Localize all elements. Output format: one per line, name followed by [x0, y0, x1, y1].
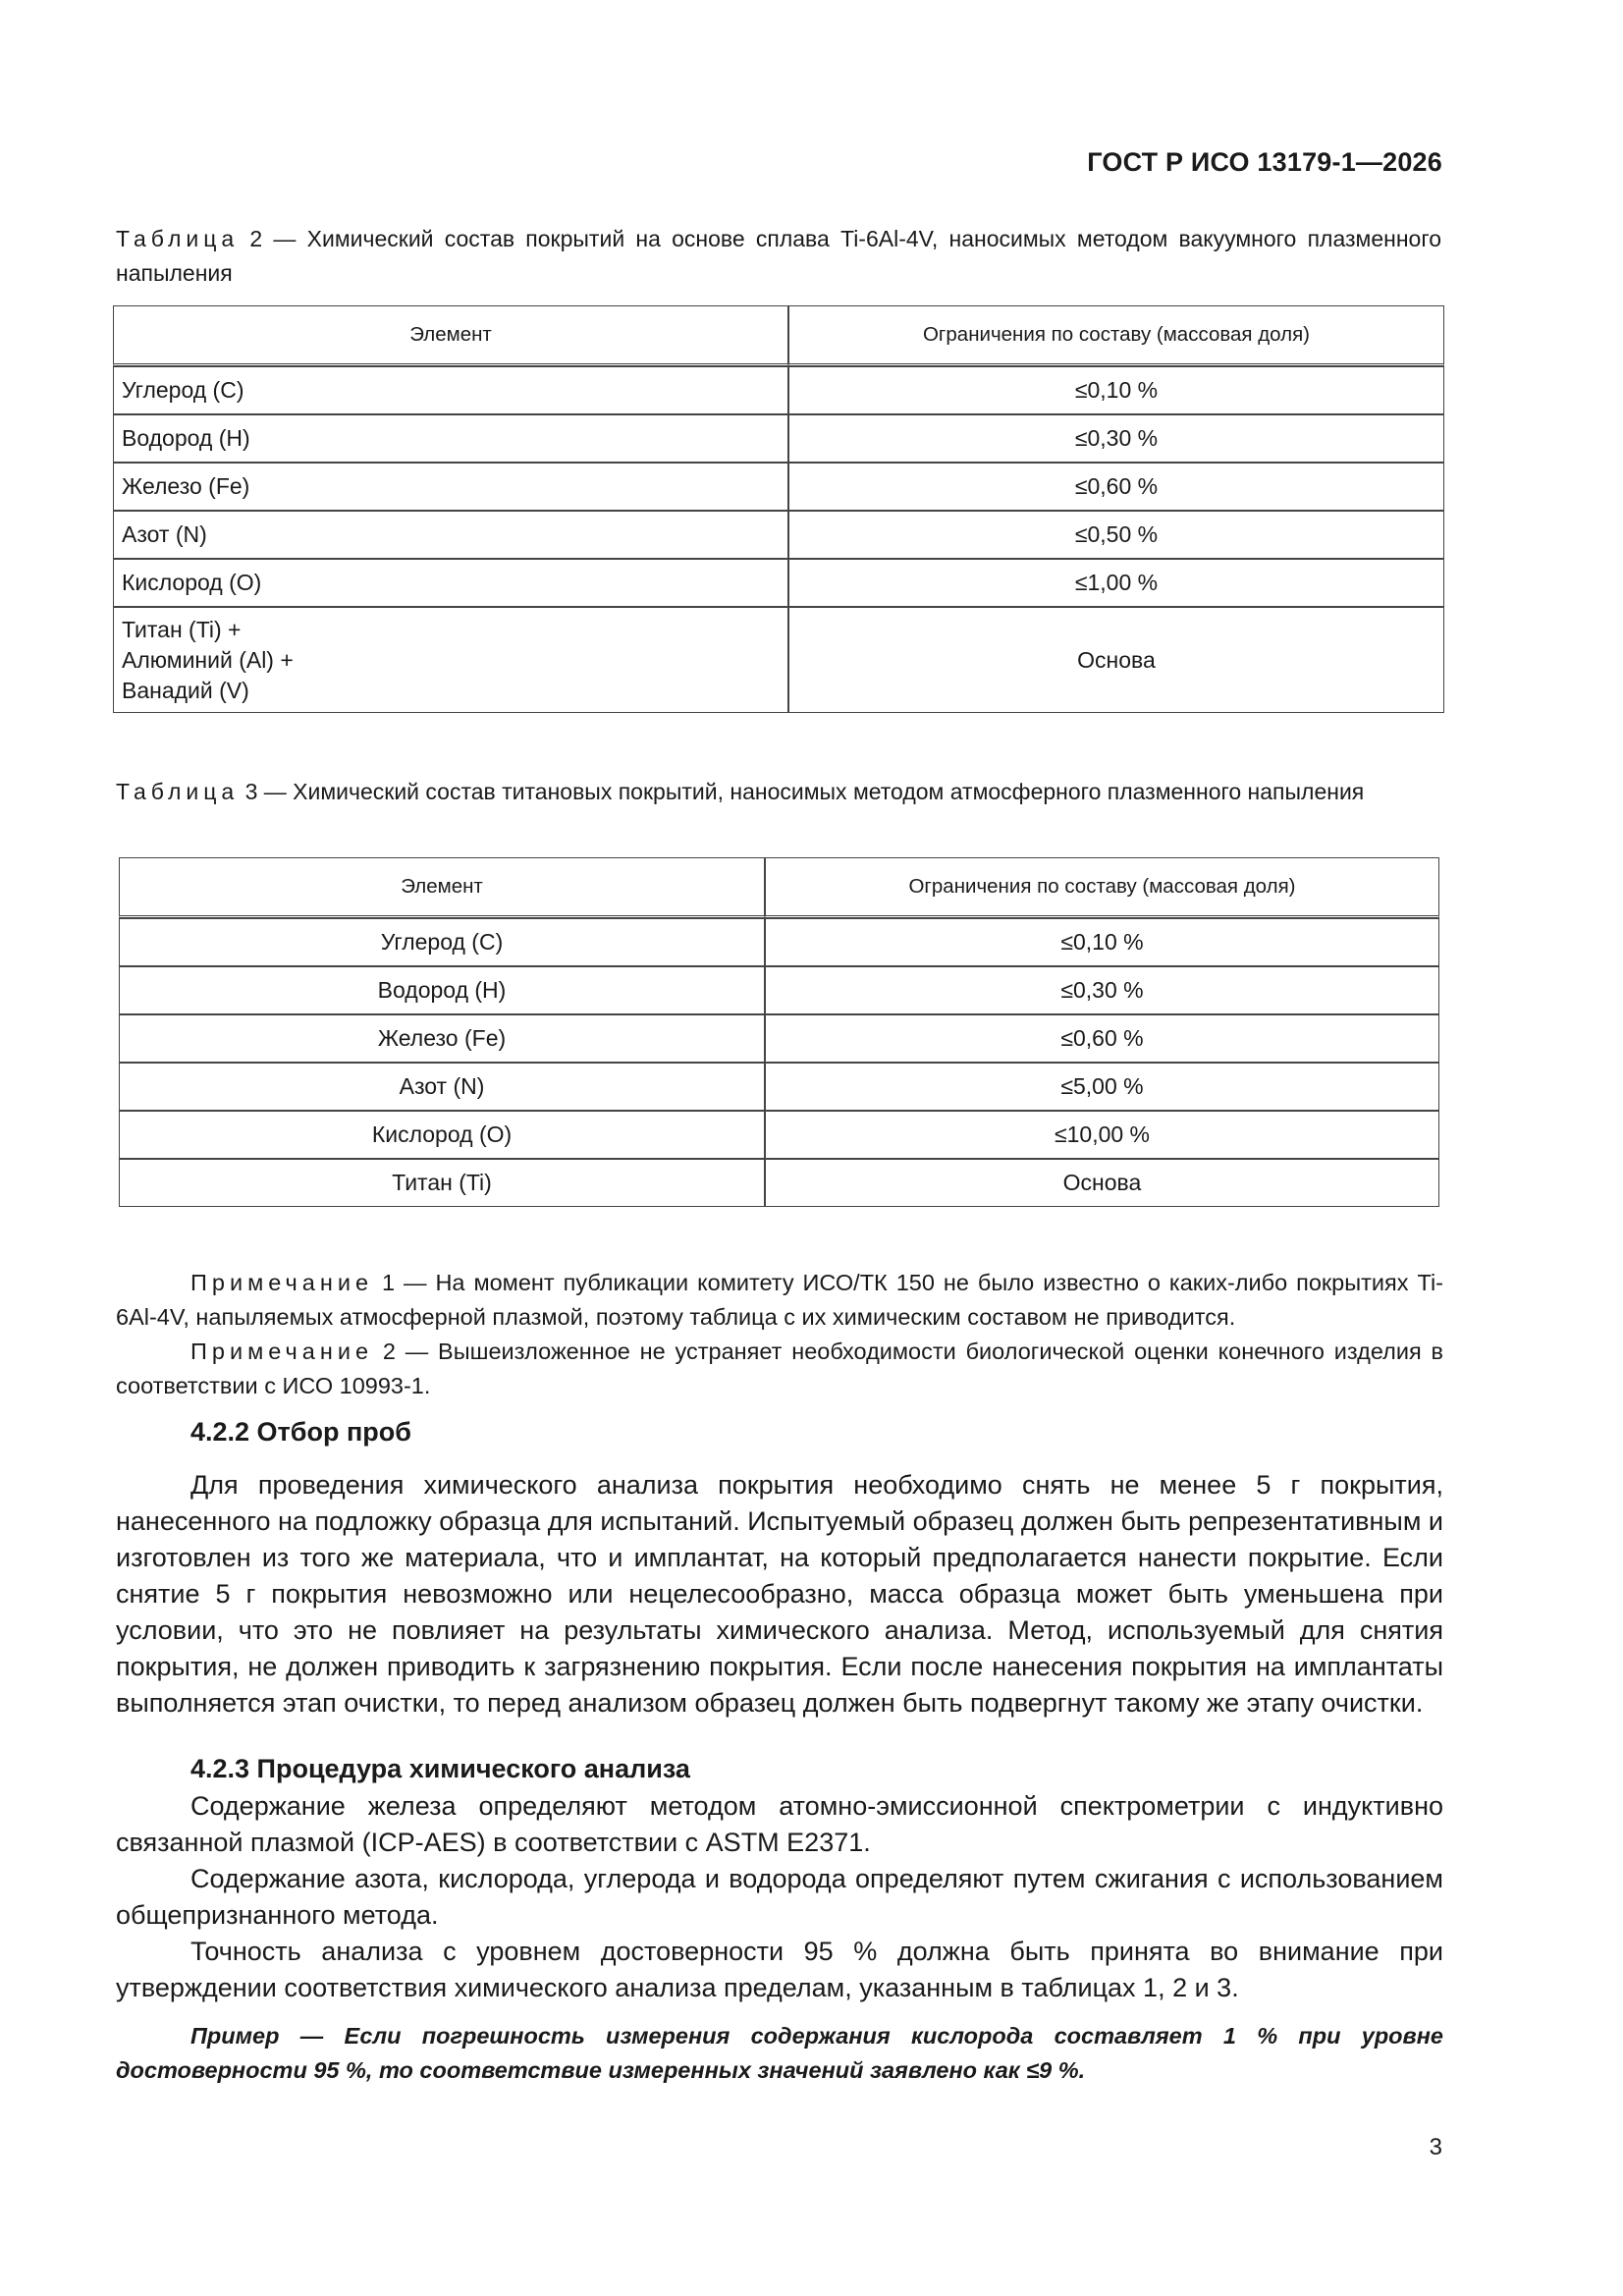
note-2 [116, 1335, 1443, 1403]
element-cell: Углерод (C) [119, 918, 765, 966]
table2 [113, 305, 1444, 713]
table-row [113, 511, 1444, 559]
element-cell: Азот (N) [113, 511, 788, 559]
table3-caption-label: Таблица [116, 779, 240, 804]
section-heading-4-2-2: 4.2.2 Отбор проб [190, 1417, 411, 1447]
table-row [113, 414, 1444, 463]
element-cell: Водород (H) [119, 966, 765, 1014]
element-cell [113, 607, 788, 713]
table-row [113, 463, 1444, 511]
table-row [119, 918, 1439, 966]
limit-cell: Основа [765, 1159, 1439, 1207]
section-4-2-3-paragraph: Содержание железа определяют методом атомно-эмиссионной спектрометрии с индуктивно связанной плазмой (ICP-AES) в соответствии с ASTM E2371. [116, 1791, 1443, 1857]
element-cell: Углерод (C) [113, 366, 788, 414]
limit-cell: ≤0,60 % [788, 463, 1444, 511]
column-header-element: Элемент [113, 305, 788, 366]
column-header-limits: Ограничения по составу (массовая доля) [765, 857, 1439, 918]
limit-cell: ≤0,50 % [788, 511, 1444, 559]
table-row [113, 366, 1444, 414]
section-4-2-2-body: Для проведения химического анализа покрытия необходимо снять не менее 5 г покрытия, нанесенного на подложку образца для испытаний. Испытуемый образец должен быть репрезентативным и изготовлен из того же материала, что и имплантат, на который предполагается нанести покрытие. Если снятие 5 г покрытия невозможно или нецелесообразно, масса образца может быть уменьшена при условии, что это не повлияет на результаты химического анализа. Метод, используемый для снятия покрытия, не должен приводить к загрязнению покрытия. Если после нанесения покрытия на имплантаты выполняется этап очистки, то перед анализом образец должен быть подвергнут такому же этапу очистки. [116, 1470, 1443, 1718]
limit-cell: ≤0,10 % [765, 918, 1439, 966]
table2-caption [116, 222, 1441, 291]
table-header-row [119, 857, 1439, 918]
section-4-2-3-paragraph: Содержание азота, кислорода, углерода и водорода определяют путем сжигания с использованием общепризнанного метода. [116, 1864, 1443, 1930]
element-cell: Железо (Fe) [119, 1014, 765, 1063]
element-cell: Азот (N) [119, 1063, 765, 1111]
element-cell: Кислород (O) [113, 559, 788, 607]
limit-cell: ≤0,30 % [765, 966, 1439, 1014]
element-cell: Кислород (O) [119, 1111, 765, 1159]
element-cell: Железо (Fe) [113, 463, 788, 511]
table-row [119, 1111, 1439, 1159]
section-heading-4-2-3: 4.2.3 Процедура химического анализа [190, 1754, 690, 1783]
element-line: Алюминий (Al) + [122, 646, 294, 673]
section-4-2-3-paragraph: Точность анализа с уровнем достоверности 95 % должна быть принята во внимание при утверждении соответствия химического анализа пределам, указанным в таблицах 1, 2 и 3. [116, 1937, 1443, 2002]
table-row [119, 1014, 1439, 1063]
example-paragraph: Пример — Если погрешность измерения содержания кислорода составляет 1 % при уровне достоверности 95 %, то соответствие измеренных значений заявлено как ≤9 %. [116, 2023, 1443, 2083]
element-line: Ванадий (V) [122, 677, 249, 703]
table3 [119, 857, 1439, 1207]
limit-cell: ≤0,60 % [765, 1014, 1439, 1063]
table-row [119, 1063, 1439, 1111]
table-row [119, 966, 1439, 1014]
limit-cell: ≤1,00 % [788, 559, 1444, 607]
note-text: 2 — Вышеизложенное не устраняет необходимости биологической оценки конечного изделия в соответствии с ИСО 10993-1. [116, 1339, 1443, 1398]
limit-cell: Основа [788, 607, 1444, 713]
note-label: Примечание [190, 1270, 374, 1295]
table-row [113, 607, 1444, 713]
table3-caption-text: 3 — Химический состав титановых покрытий, наносимых методом атмосферного плазменного напыления [239, 779, 1365, 804]
element-line: Титан (Ti) + [122, 616, 242, 642]
document-header: ГОСТ Р ИСО 13179-1—2026 [1087, 147, 1442, 177]
note-text: 1 — На момент публикации комитету ИСО/ТК 150 не было известно о каких-либо покрытиях Ti-6Al-4V, напыляемых атмосферной плазмой, поэтому таблица с их химическим составом не приводится. [116, 1270, 1443, 1330]
column-header-limits: Ограничения по составу (массовая доля) [788, 305, 1444, 366]
table2-caption-label: Таблица [116, 226, 240, 251]
element-cell: Титан (Ti) [119, 1159, 765, 1207]
limit-cell: ≤0,10 % [788, 366, 1444, 414]
limit-cell: ≤5,00 % [765, 1063, 1439, 1111]
column-header-element: Элемент [119, 857, 765, 918]
note-1 [116, 1266, 1443, 1335]
table3-caption [116, 775, 1441, 809]
element-cell: Водород (H) [113, 414, 788, 463]
table-row [119, 1159, 1439, 1207]
note-label: Примечание [190, 1339, 374, 1364]
table2-caption-text: 2 — Химический состав покрытий на основе сплава Ti-6Al-4V, наносимых методом вакуумного плазменного напыления [116, 226, 1441, 286]
limit-cell: ≤10,00 % [765, 1111, 1439, 1159]
table-header-row [113, 305, 1444, 366]
page-number: 3 [1429, 2134, 1442, 2160]
table-row [113, 559, 1444, 607]
limit-cell: ≤0,30 % [788, 414, 1444, 463]
